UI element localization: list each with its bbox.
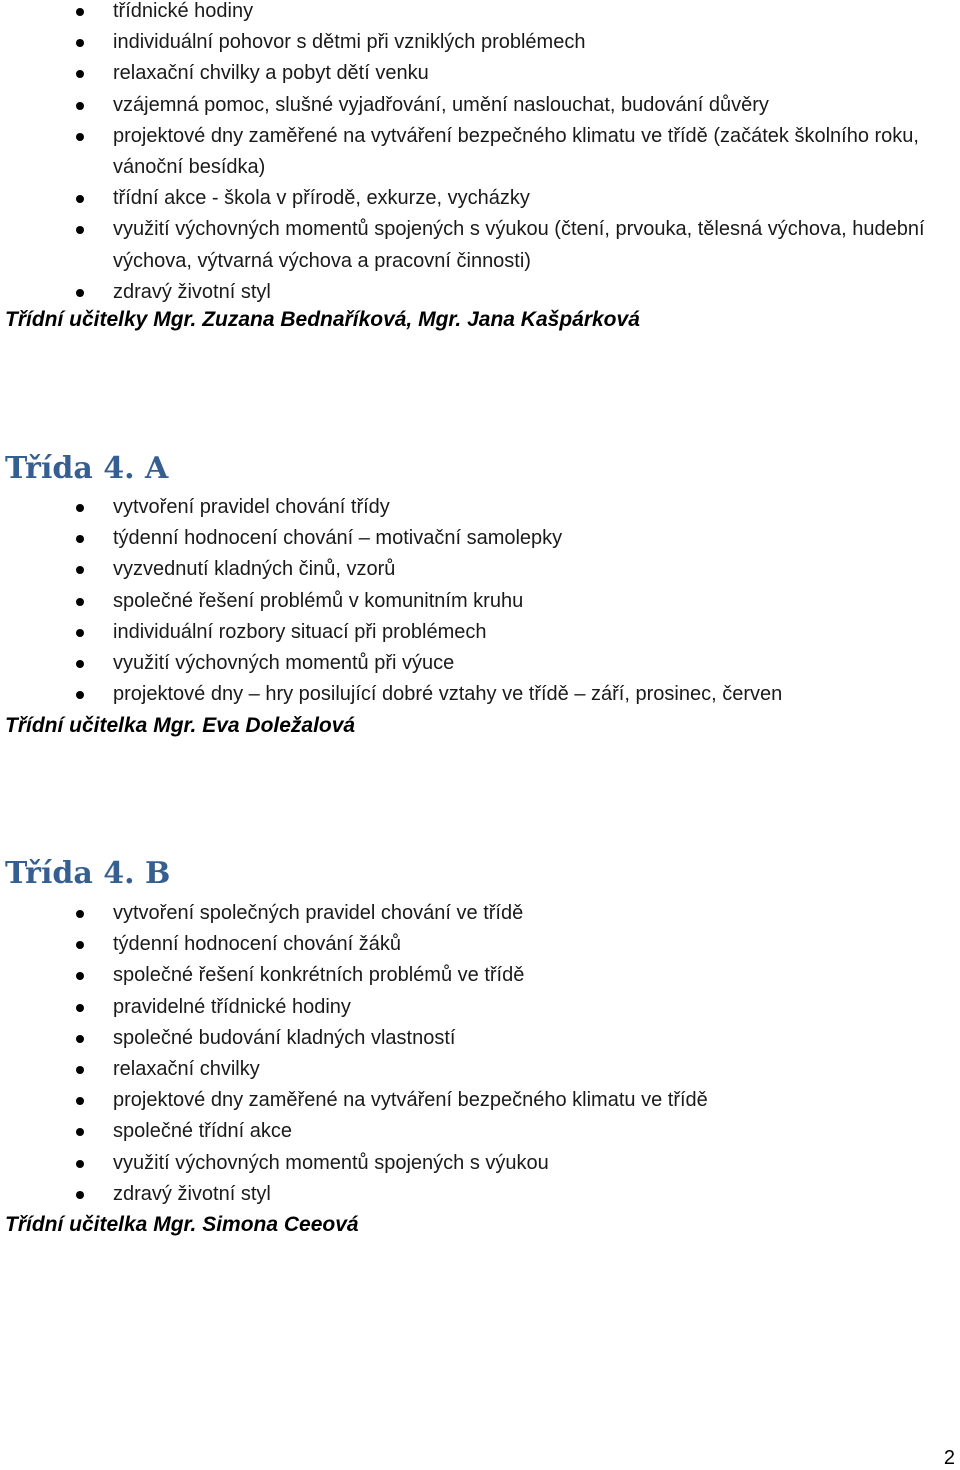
list-item	[0, 1179, 960, 1210]
list-item	[0, 1023, 960, 1054]
list-item-text: individuální rozbory situací při problémech	[113, 620, 487, 643]
bullet-icon	[76, 1128, 84, 1136]
list-item	[0, 929, 960, 960]
bullet-icon	[76, 504, 84, 512]
bullet-icon	[76, 972, 84, 980]
list-item-text: využití výchovných momentů spojených s výukou (čtení, prvouka, tělesná výchova, hudební výchova, výtvarná výchova a pracovní činnosti)	[113, 218, 925, 272]
list-item	[0, 1116, 960, 1147]
page-number: 2	[943, 1447, 955, 1469]
class-4b-heading: Třída 4. B	[5, 856, 171, 891]
class-teacher-4a: Třídní učitelka Mgr. Eva Doležalová	[5, 714, 356, 737]
class-4a-heading: Třída 4. A	[5, 451, 169, 486]
list-item	[0, 992, 960, 1023]
list-item-text: vzájemná pomoc, slušné vyjadřování, umění naslouchat, budování důvěry	[113, 93, 769, 116]
list-item	[0, 0, 960, 27]
bullet-icon	[76, 289, 84, 297]
list-item	[0, 214, 960, 276]
list-item-text: projektové dny zaměřené na vytváření bezpečného klimatu ve třídě (začátek školního roku, vánoční besídka)	[113, 124, 919, 179]
list-item	[0, 90, 960, 121]
list-item-text: společné budování kladných vlastností	[113, 1026, 456, 1049]
bullet-icon	[76, 598, 84, 606]
activity-list-4a	[0, 492, 960, 710]
list-item-text: zdravý životní styl	[113, 280, 271, 303]
list-item	[0, 617, 960, 648]
bullet-icon	[76, 629, 84, 637]
bullet-icon	[76, 910, 84, 918]
list-item-text: třídní akce - škola v přírodě, exkurze, vycházky	[113, 187, 530, 210]
bullet-icon	[76, 70, 84, 78]
bullet-icon	[76, 691, 84, 699]
bullet-icon	[76, 39, 84, 47]
list-item-text: třídnické hodiny	[113, 0, 254, 22]
bullet-icon	[76, 1066, 84, 1074]
list-item-text: zdravý životní styl	[113, 1182, 271, 1205]
bullet-icon	[76, 941, 84, 949]
bullet-icon	[76, 1004, 84, 1012]
bullet-icon	[76, 8, 84, 16]
list-item-text: využití výchovných momentů při výuce	[113, 652, 455, 675]
list-item-text: pravidelné třídnické hodiny	[113, 995, 351, 1018]
bullet-icon	[76, 566, 84, 574]
list-item-text: individuální pohovor s dětmi při vzniklých problémech	[113, 31, 586, 54]
list-item-text: relaxační chvilky a pobyt dětí venku	[113, 62, 429, 85]
list-item	[0, 554, 960, 585]
bullet-icon	[76, 1160, 84, 1168]
list-item	[0, 1054, 960, 1085]
list-item	[0, 1085, 960, 1116]
list-item-text: vytvoření společných pravidel chování ve třídě	[113, 902, 524, 924]
list-item	[0, 27, 960, 58]
bullet-icon	[76, 195, 84, 203]
bullet-icon	[76, 535, 84, 543]
bullet-icon	[76, 660, 84, 668]
list-item	[0, 1148, 960, 1179]
list-item	[0, 679, 960, 710]
list-item-text: vytvoření pravidel chování třídy	[113, 496, 390, 518]
list-item-text: společné řešení konkrétních problémů ve třídě	[113, 964, 525, 987]
list-item	[0, 523, 960, 554]
list-item	[0, 492, 960, 523]
list-item	[0, 277, 960, 308]
list-item-text: využití výchovných momentů spojených s výukou	[113, 1151, 549, 1174]
list-item	[0, 121, 960, 183]
bullet-icon	[76, 226, 84, 234]
activity-list-4b	[0, 898, 960, 1210]
list-item	[0, 183, 960, 214]
list-item-text: projektové dny zaměřené na vytváření bezpečného klimatu ve třídě	[113, 1089, 708, 1112]
bullet-icon	[76, 1097, 84, 1105]
class-teachers-top: Třídní učitelky Mgr. Zuzana Bednaříková, Mgr. Jana Kašpárková	[5, 308, 640, 331]
list-item-text: týdenní hodnocení chování žáků	[113, 933, 401, 956]
list-item-text: týdenní hodnocení chování – motivační samolepky	[113, 527, 563, 550]
list-item	[0, 898, 960, 929]
list-item	[0, 648, 960, 679]
bullet-icon	[76, 133, 84, 141]
list-item-text: relaxační chvilky	[113, 1058, 260, 1081]
list-item-text: společné řešení problémů v komunitním kruhu	[113, 589, 524, 612]
bullet-icon	[76, 1035, 84, 1043]
list-item	[0, 960, 960, 991]
list-item-text: projektové dny – hry posilující dobré vztahy ve třídě – září, prosinec, červen	[113, 683, 783, 706]
list-item-text: společné třídní akce	[113, 1120, 292, 1143]
bullet-icon	[76, 102, 84, 110]
class-teacher-4b: Třídní učitelka Mgr. Simona Ceeová	[5, 1213, 359, 1236]
list-item-text: vyzvednutí kladných činů, vzorů	[113, 558, 396, 581]
list-item	[0, 58, 960, 89]
bullet-icon	[76, 1191, 84, 1199]
activity-list-top	[0, 0, 960, 308]
list-item	[0, 586, 960, 617]
